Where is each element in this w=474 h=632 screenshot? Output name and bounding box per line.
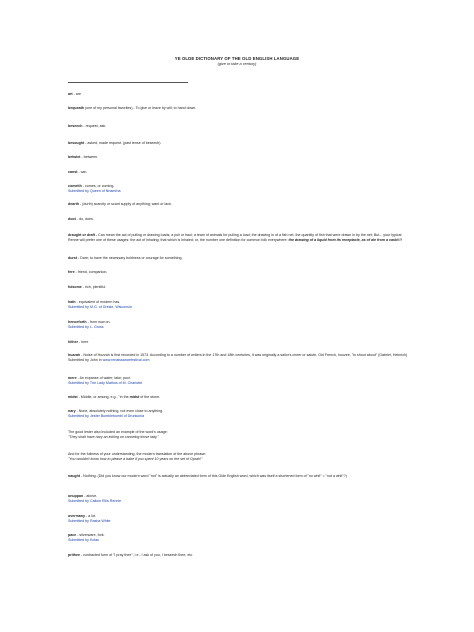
entry-dearth: dearth - (durth) scarcity or scant supply of anything; want or lack. — [68, 202, 172, 206]
entry-onuppan: onuppan - above. Submitted by Callum Ellis Rennie — [68, 494, 410, 504]
entry-betwixt: betwixt - between. — [68, 155, 99, 159]
submitter-credit: Submitted by Queen of Nnamrha — [68, 189, 121, 193]
entry-hither: hither - here — [68, 340, 89, 344]
entry-fulsome: fulsome - rich, plentiful. — [68, 285, 107, 289]
entry-mere: mere - An expanse of water; lake; pool. Submitted by The Lady Mathus of M. Charlotte — [68, 376, 410, 386]
entry-pace: pace - silverware, fork. Submitted by Kcfas — [68, 533, 410, 543]
entry-nary: nary - None, absolutely nothing, not even close to anything. Submitted by Jester Bumblebumbl of Drunkonia — [68, 409, 410, 419]
submitter-credit: Submitted by L. Gross — [68, 325, 104, 329]
entry-henceforth: henceforth - from now on. Submitted by L. Gross — [68, 320, 410, 330]
entry-besought: besought - asked, made request. (past tense of beseech). — [68, 141, 162, 145]
entry-overmany: overmany - a lot. Submitted by Rasha White — [68, 514, 410, 524]
usage-example: The good lester also included an example of the word's usage: "They shalt have nary an inkling on canoeing those lady." — [68, 430, 410, 440]
page-title: YE OLDE DICTIONARY OF THE OLD ENGLISH LANGUAGE — [174, 56, 300, 61]
entry-fere: fere - friend, companion. — [68, 270, 108, 274]
page-subtitle: (give or take a century) — [217, 62, 257, 66]
usage-translation: And for the fullness of your understanding, the modern translation of the above phrase: "You wouldn't know how to please a babe if you spent 10 years on the set of Oprah!" — [68, 452, 410, 462]
entry-midst: midst - Middle, or among, e.g., "in the midst of the storm. — [68, 395, 161, 399]
translation-quote: "You wouldn't know how to please a babe if you spent 10 years on the set of Oprah!" — [68, 457, 203, 461]
entry-prithee: prithee - contracted form of "I pray thee", i.e., I ask of you, I beseech thee, etc. — [68, 553, 194, 557]
entry-naught: naught - Nothing. (Did you know our modern word "not" is actually an abbreviated form of this Olde English word, which was itself a shortened form of "no whit" = "not a whit"?) — [68, 474, 347, 478]
entry-hath: hath - equivalent of modern has. Submitted by M.G. of Gresle, Wisconsin — [68, 300, 410, 310]
entry-huzzah: huzzah - Noise of Huzzah is first recorded in 1573. According to a number of writers in the 17th and 18th centuries, it was originally a sailor's cheer or salute. Old French, houzee, "to shout about" (Gabriel, Heinrich) Submitted by John in www.renaissancefestival.com — [68, 353, 408, 362]
entry-comeith: comeith - comes, or coming. Submitted by Queen of Nnamrha — [68, 184, 410, 194]
entry-art: art - are — [68, 92, 81, 96]
entry-beseech: beseech - request, ask. — [68, 124, 107, 128]
festival-link[interactable]: www.renaissancefestival.com — [102, 358, 150, 362]
submitter-credit: Submitted by Kcfas — [68, 538, 99, 542]
submitter-credit: Submitted by Rasha White — [68, 519, 111, 523]
submitter-credit: Submitted by Jester Bumblebumbl of Drunkonia — [68, 414, 145, 418]
entry-draught: draught or draft - Can mean the act of pulling or drawing loads; a pull or haul; a team of animals for pulling a load; the drawing in of a fish net, the quantity of fish that were drawn in by the net; But... your typical Renne will prefer one of these usages: the act of inhaling; that which is inhaled; or, the number one definition for common folk everywhere: the drawing of a liquid from its receptacle, as of ale from a cask!!!! — [68, 233, 402, 242]
submitter-credit: Submitted by The Lady Mathus of M. Charlotte — [68, 381, 143, 385]
entry-doot: doot - do, does. — [68, 217, 94, 221]
entry-canst: canst - can. — [68, 170, 88, 174]
submitter-credit: Submitted by Callum Ellis Rennie — [68, 499, 122, 503]
usage-quote: "They shalt have nary an inkling on canoeing those lady." — [68, 435, 159, 439]
entry-durst: durst - Dare; to have the necessary boldness or courage for something. — [68, 256, 183, 260]
divider — [68, 82, 188, 83]
entry-bequeath: bequeath (one of my personal favorites) - To give or leave by will; to hand down. — [68, 106, 197, 110]
submitter-credit: Submitted by M.G. of Gresle, Wisconsin — [68, 305, 132, 309]
